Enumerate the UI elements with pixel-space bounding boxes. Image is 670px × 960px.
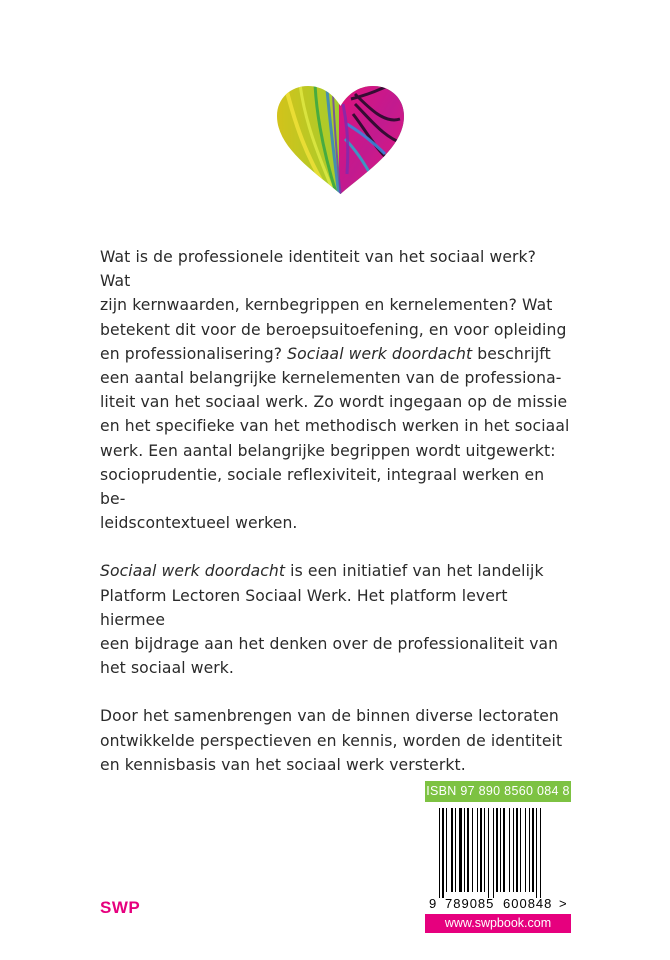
p3-line-1: Door het samenbrengen van de binnen diverse lectoraten xyxy=(100,707,559,726)
publisher-url: www.swpbook.com xyxy=(425,914,571,933)
barcode-bar xyxy=(472,808,473,892)
barcode-bar xyxy=(493,808,494,898)
barcode-bar xyxy=(496,808,498,892)
back-cover-blurb xyxy=(100,245,570,801)
barcode-bar xyxy=(516,808,518,892)
barcode-bar xyxy=(503,808,505,892)
p1-line-5: een aantal belangrijke kernelementen van de professiona- xyxy=(100,369,562,388)
p1-line-6: liteit van het sociaal werk. Zo wordt ingegaan op de missie xyxy=(100,393,568,412)
barcode-bar xyxy=(520,808,521,892)
barcode-bar xyxy=(488,808,489,898)
barcode-bar xyxy=(464,808,465,892)
paragraph-2 xyxy=(100,559,570,680)
p1-line-7: en het specifieke van het methodisch werken in het sociaal xyxy=(100,417,570,436)
barcode-bar xyxy=(442,808,444,898)
p3-line-2: ontwikkelde perspectieven en kennis, worden de identiteit xyxy=(100,731,563,750)
barcode-bar xyxy=(500,808,501,892)
barcode-arrow: > xyxy=(559,896,567,911)
barcode-bar xyxy=(529,808,530,892)
barcode-bar xyxy=(536,808,537,898)
p1-line-4-pre: en professionalisering? xyxy=(100,344,288,363)
barcode-bar xyxy=(513,808,514,892)
barcode-bar xyxy=(509,808,510,892)
barcode-bar xyxy=(525,808,526,892)
paragraph-3 xyxy=(100,704,570,777)
publisher-logo: SWP xyxy=(100,898,141,917)
barcode-group-2: 600848 xyxy=(503,896,553,911)
p2-line-4: het sociaal werk. xyxy=(100,659,234,678)
barcode-bar xyxy=(477,808,478,892)
p1-line-4-post: beschrijft xyxy=(472,344,551,363)
heart-artwork xyxy=(275,84,406,196)
barcode-bar xyxy=(459,808,462,892)
barcode-bar xyxy=(467,808,469,892)
p2-line-1-post: is een initiatief van het landelijk xyxy=(285,562,544,581)
paragraph-1 xyxy=(100,245,570,535)
barcode-bar xyxy=(451,808,453,892)
p2-line-2: Platform Lectoren Sociaal Werk. Het platform levert hiermee xyxy=(100,586,508,629)
p1-line-10: leidscontextueel werken. xyxy=(100,514,298,533)
isbn-label: ISBN 97 890 8560 084 8 xyxy=(425,781,571,802)
p3-line-3: en kennisbasis van het sociaal werk versterkt. xyxy=(100,755,466,774)
barcode-bar xyxy=(540,808,541,898)
barcode-group-1: 789085 xyxy=(445,896,495,911)
p1-line-8: werk. Een aantal belangrijke begrippen wordt uitgewerkt: xyxy=(100,441,556,460)
p1-line-2: zijn kernwaarden, kernbegrippen en kernelementen? Wat xyxy=(100,296,553,315)
p2-line-3: een bijdrage aan het denken over de professionaliteit van xyxy=(100,635,559,654)
barcode-first-digit: 9 xyxy=(429,896,437,911)
barcode-bar xyxy=(455,808,456,892)
barcode xyxy=(425,804,571,912)
barcode-bar xyxy=(484,808,485,892)
p1-line-9: socioprudentie, sociale reflexiviteit, integraal werken en be- xyxy=(100,465,545,509)
barcode-bar xyxy=(532,808,534,892)
p1-line-3: betekent dit voor de beroepsuitoefening, en voor opleiding xyxy=(100,320,567,339)
p1-line-1: Wat is de professionele identiteit van het sociaal werk? Wat xyxy=(100,248,537,291)
barcode-bar xyxy=(446,808,447,892)
book-title-italic: Sociaal werk doordacht xyxy=(287,344,473,363)
barcode-bar xyxy=(439,808,440,898)
book-title-italic: Sociaal werk doordacht xyxy=(100,562,286,581)
barcode-bar xyxy=(480,808,482,892)
